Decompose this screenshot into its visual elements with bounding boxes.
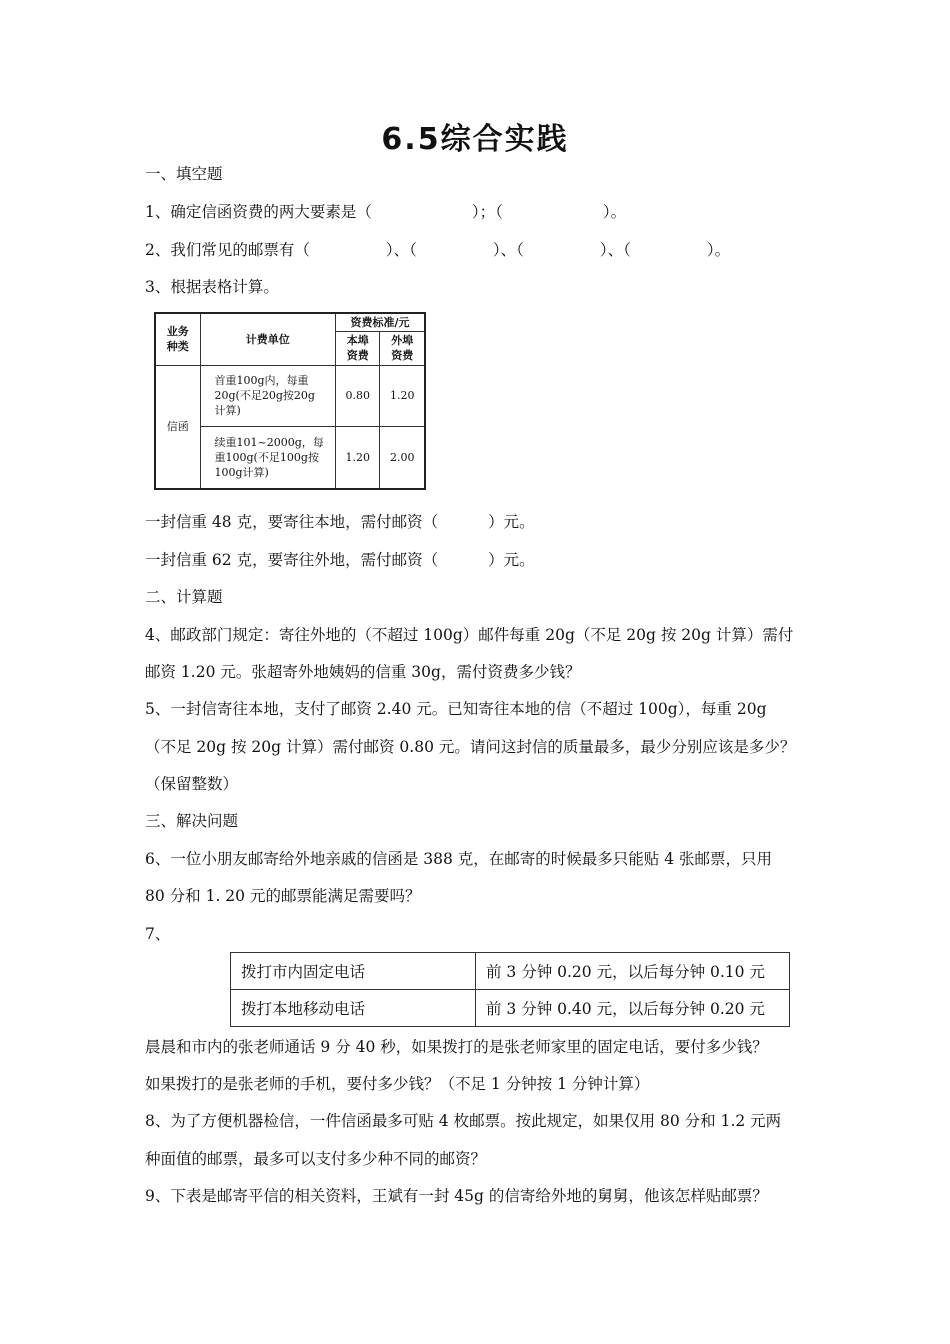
- question-3b: [145, 550, 825, 570]
- question-2: [145, 240, 825, 260]
- question-3: 3、根据表格计算。: [145, 278, 279, 296]
- table-row: [231, 953, 790, 990]
- q2-text-d: ）、（: [599, 241, 631, 259]
- header-rate-standard: 资费标准/元: [336, 313, 425, 331]
- phone-rate-landline: 前 3 分钟 0.20 元，以后每分钟 0.10 元: [476, 953, 790, 990]
- section-solve-problems: 三、解决问题: [145, 812, 239, 830]
- question-6-line-1: 6、一位小朋友邮寄给外地亲戚的信函是 388 克，在邮寄的时候最多只能贴 4 张邮票，只用: [145, 850, 773, 868]
- question-3a: [145, 512, 825, 532]
- q1-text-a: 1、确定信函资费的两大要素是（: [145, 203, 372, 221]
- cell-letter-type: 信函: [155, 365, 200, 489]
- cell-row1-unit: 首重100g内，每重 20g(不足20g按20g 计算): [200, 365, 336, 427]
- q2-text-e: ）。: [706, 241, 731, 259]
- cell-row2-unit: 续重101~2000g，每 重100g(不足100g按 100g计算): [200, 427, 336, 489]
- question-9: 9、下表是邮寄平信的相关资料，王斌有一封 45g 的信寄给外地的舅舅，他该怎样贴邮票？: [145, 1187, 768, 1205]
- phone-rate-mobile: 前 3 分钟 0.40 元，以后每分钟 0.20 元: [476, 990, 790, 1027]
- q2-text-c: ）、（: [492, 241, 524, 259]
- header-local-rate: 本埠 资费: [336, 331, 380, 365]
- q3a-text-a: 一封信重 48 克，要寄往本地，需付邮资（: [145, 513, 439, 531]
- q3b-text-b: ）元。: [488, 551, 535, 569]
- question-8-line-2: 种面值的邮票，最多可以支付多少种不同的邮资？: [145, 1150, 487, 1168]
- q2-text-a: 2、我们常见的邮票有（: [145, 241, 310, 259]
- q1-text-b: ）；（: [471, 203, 503, 221]
- header-business-type: 业务 种类: [155, 313, 200, 365]
- q1-text-c: ）。: [602, 203, 627, 221]
- q3b-text-a: 一封信重 62 克，要寄往外地，需付邮资（: [145, 551, 439, 569]
- question-4-line-1: 4、邮政部门规定：寄往外地的（不超过 100g）邮件每重 20g（不足 20g 按 20g 计算）需付: [145, 626, 794, 644]
- phone-item-landline: 拨打市内固定电话: [231, 953, 476, 990]
- page-title: 6.5综合实践: [381, 122, 569, 157]
- section-fill-blank: 一、填空题: [145, 165, 223, 183]
- question-7-line-1: 晨晨和市内的张老师通话 9 分 40 秒，如果拨打的是张老师家里的固定电话，要付多少钱？: [145, 1038, 768, 1056]
- q2-text-b: ）、（: [385, 241, 417, 259]
- cell-row1-outside: 1.20: [380, 365, 425, 427]
- header-billing-unit: 计费单位: [200, 313, 336, 365]
- q3a-text-b: ）元。: [488, 513, 535, 531]
- table-row: [231, 990, 790, 1027]
- question-8-line-1: 8、为了方便机器检信，一件信函最多可贴 4 枚邮票。按此规定，如果仅用 80 分和 1.2 元两: [145, 1112, 782, 1130]
- cell-row2-outside: 2.00: [380, 427, 425, 489]
- cell-row2-local: 1.20: [336, 427, 380, 489]
- question-7-line-2: 如果拨打的是张老师的手机，要付多少钱？（不足 1 分钟按 1 分钟计算）: [145, 1075, 650, 1093]
- question-5-line-1: 5、一封信寄往本地，支付了邮资 2.40 元。已知寄往本地的信（不超过 100g），每重 20g: [145, 700, 767, 718]
- header-outside-rate: 外埠 资费: [380, 331, 425, 365]
- postage-rate-table: [154, 312, 426, 490]
- cell-row1-local: 0.80: [336, 365, 380, 427]
- question-4-line-2: 邮资 1.20 元。张超寄外地姨妈的信重 30g，需付资费多少钱？: [145, 663, 581, 681]
- question-6-line-2: 80 分和 1. 20 元的邮票能满足需要吗？: [145, 887, 421, 905]
- question-5-line-2: （不足 20g 按 20g 计算）需付邮资 0.80 元。请问这封信的质量最多，最少分别应该是多少？: [145, 738, 796, 756]
- question-7-number: 7、: [145, 925, 171, 943]
- question-5-line-3: （保留整数）: [145, 775, 239, 793]
- phone-rate-table: [230, 952, 790, 1027]
- phone-item-mobile: 拨打本地移动电话: [231, 990, 476, 1027]
- question-1: [145, 202, 825, 222]
- section-calculation: 二、计算题: [145, 588, 223, 606]
